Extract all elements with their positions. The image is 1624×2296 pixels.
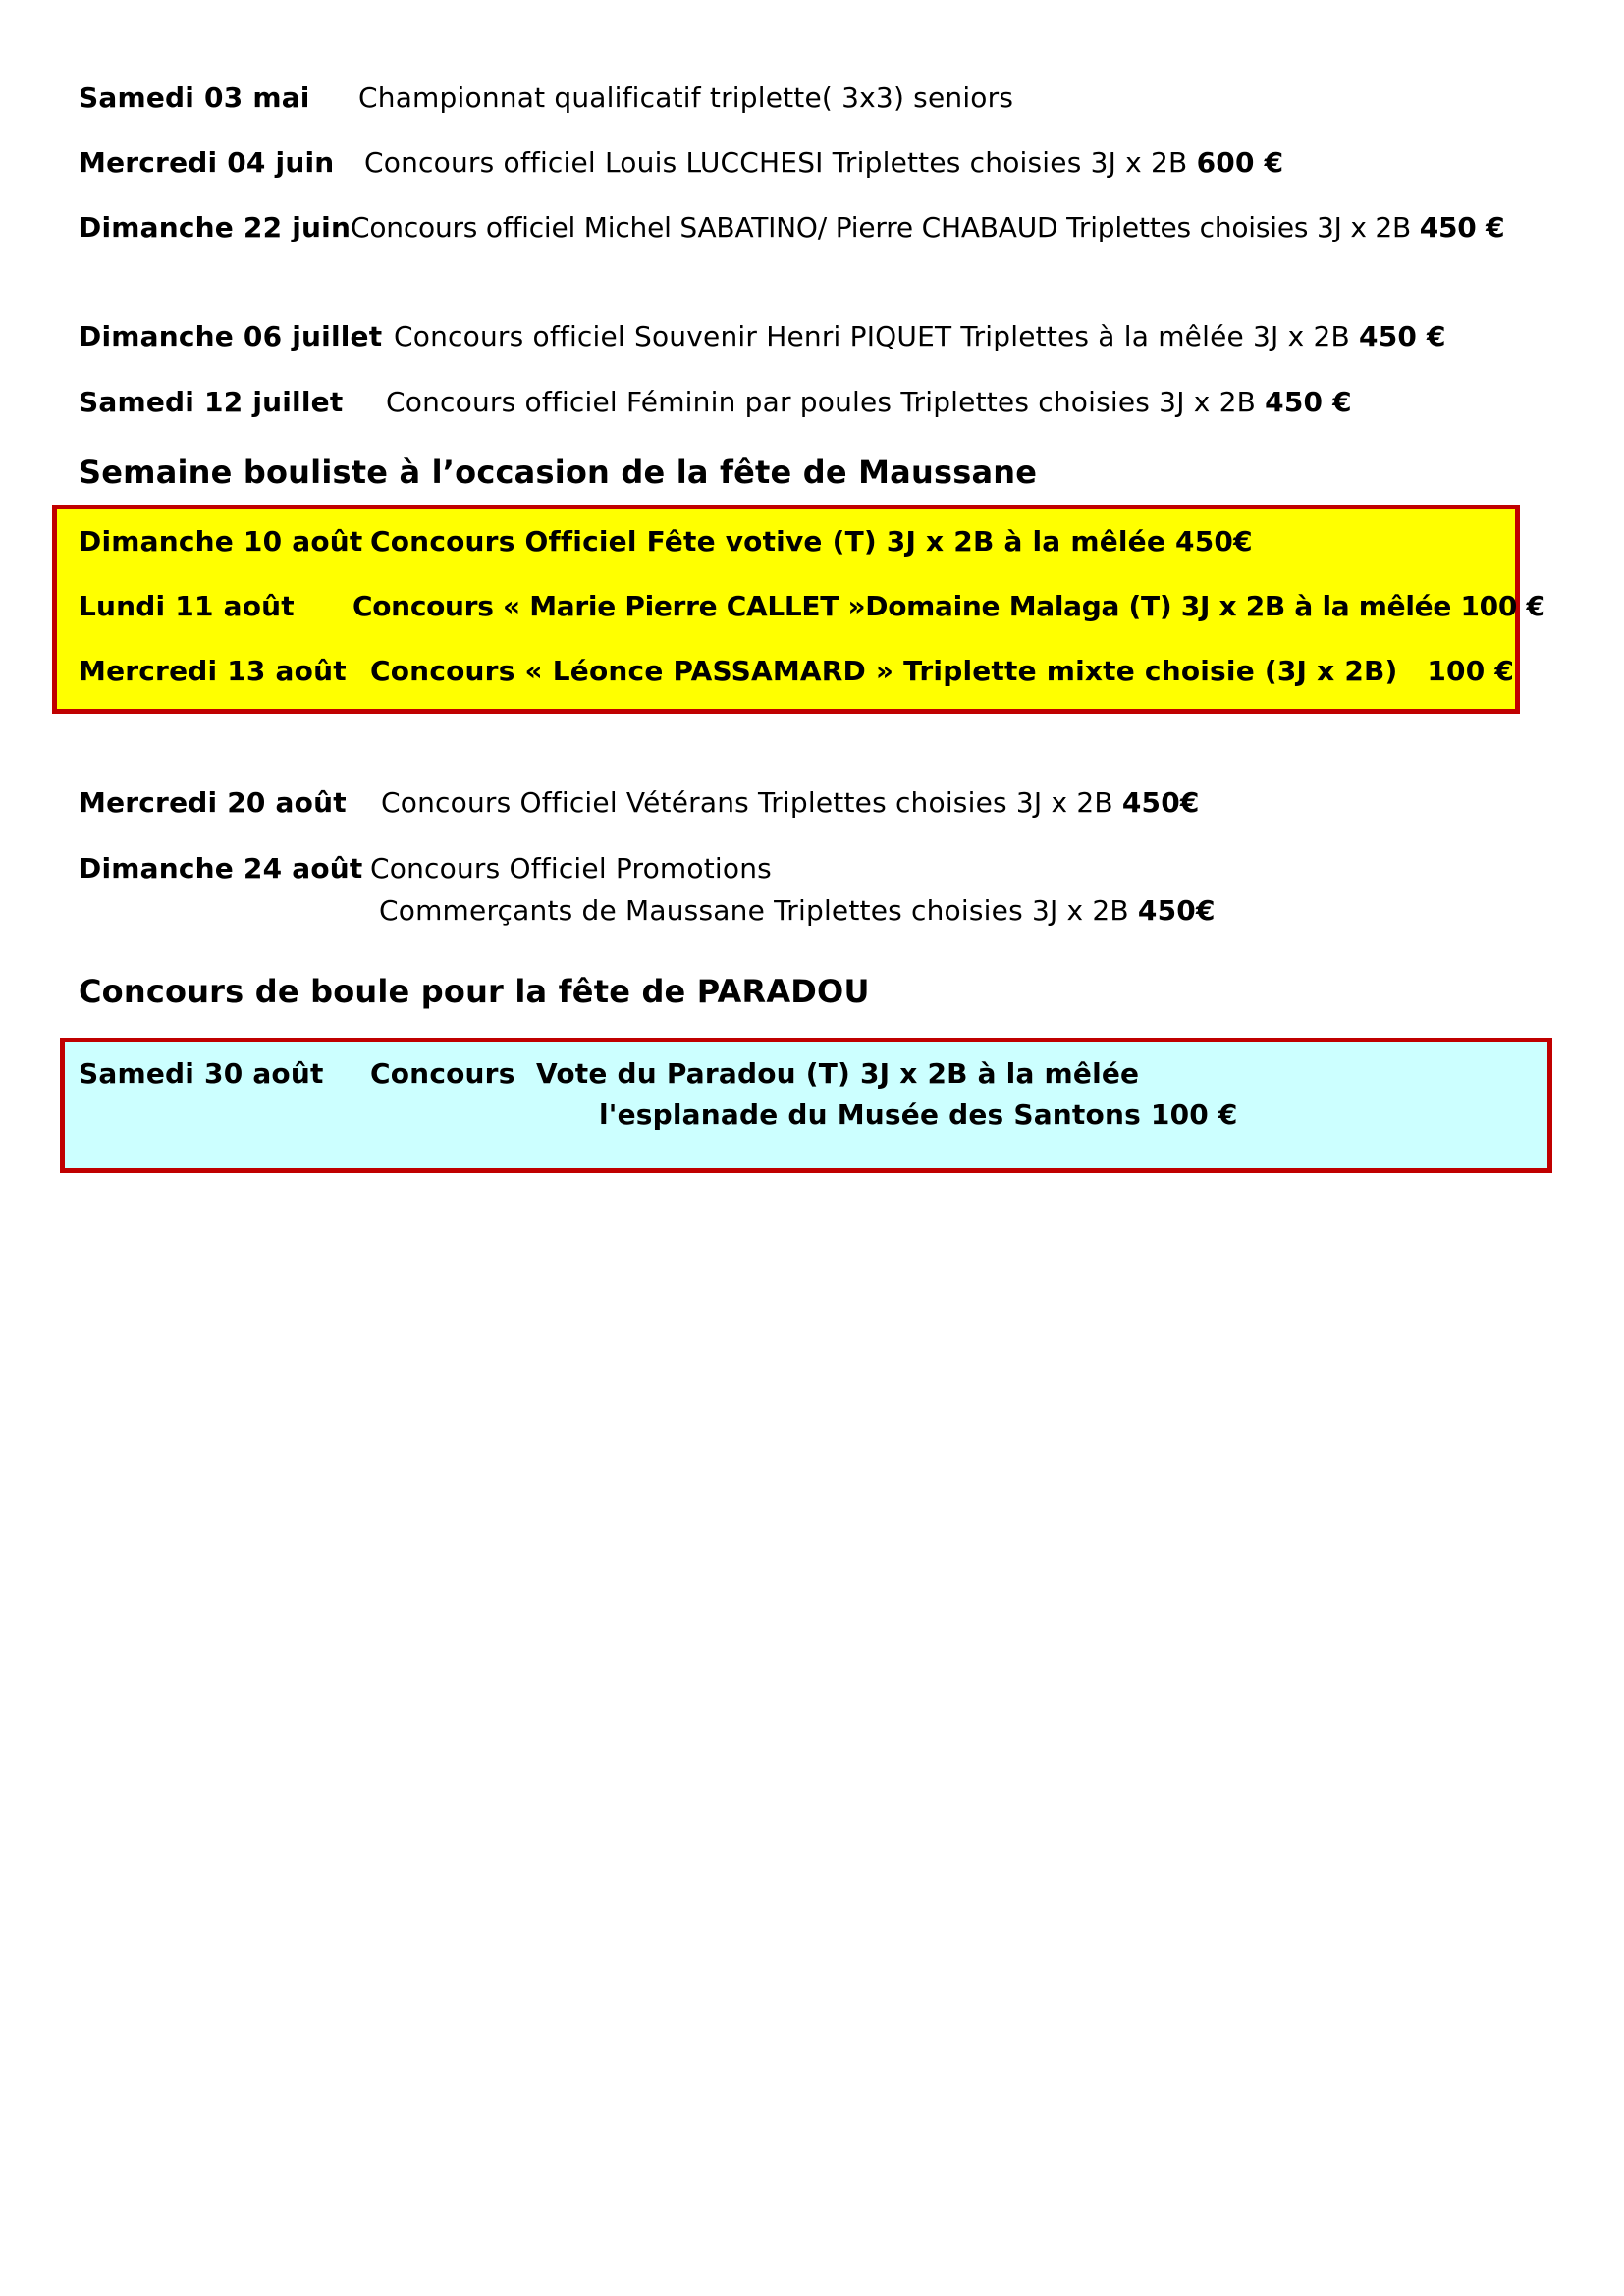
event-description: Concours « Marie Pierre CALLET »Domaine Malaga (T) 3J x 2B à la mêlée 100 € bbox=[352, 590, 1545, 622]
section-heading-paradou: Concours de boule pour la fête de PARADOU bbox=[79, 973, 870, 1010]
event-date: Samedi 30 août bbox=[79, 1057, 324, 1090]
event-prize: 450 € bbox=[1419, 211, 1505, 243]
event-description: Concours officiel Louis LUCCHESI Triplettes choisies 3J x 2B bbox=[364, 146, 1197, 179]
event-date: Dimanche 22 juin bbox=[79, 211, 352, 243]
event-description-wrapper bbox=[386, 385, 1352, 420]
event-date: Samedi 03 mai bbox=[79, 81, 310, 114]
event-description-wrapper bbox=[394, 319, 1446, 354]
event-description: Concours officiel Michel SABATINO/ Pierre CHABAUD Triplettes choisies 3J x 2B bbox=[351, 211, 1420, 243]
event-description: Concours Officiel Fête votive (T) 3J x 2B à la mêlée 450€ bbox=[370, 525, 1253, 558]
event-date: Lundi 11 août bbox=[79, 590, 295, 622]
event-prize: 600 € bbox=[1196, 146, 1284, 179]
event-date: Samedi 12 juillet bbox=[79, 386, 344, 418]
event-description: Concours officiel Souvenir Henri PIQUET Triplettes à la mêlée 3J x 2B bbox=[394, 320, 1360, 352]
event-description-wrapper bbox=[381, 785, 1200, 821]
event-description-line1: Vote du Paradou (T) 3J x 2B à la mêlée bbox=[536, 1057, 1140, 1090]
event-date: Mercredi 13 août bbox=[79, 655, 347, 687]
event-prize: 450€ bbox=[1137, 894, 1216, 927]
event-description: Concours officiel Féminin par poules Triplettes choisies 3J x 2B bbox=[386, 386, 1266, 418]
event-description-wrapper bbox=[364, 145, 1283, 181]
event-description: Concours « Léonce PASSAMARD » Triplette mixte choisie (3J x 2B) 100 € bbox=[370, 655, 1515, 687]
event-description: Concours Officiel Vétérans Triplettes choisies 3J x 2B bbox=[381, 786, 1122, 819]
event-date: Dimanche 06 juillet bbox=[79, 320, 383, 352]
event-prize: 450€ bbox=[1121, 786, 1200, 819]
event-description: Championnat qualificatif triplette( 3x3) seniors bbox=[358, 81, 1014, 114]
event-description-wrapper bbox=[379, 893, 1216, 929]
event-description-line1: Concours Officiel Promotions bbox=[370, 852, 772, 884]
event-description-line2: Commerçants de Maussane Triplettes choisies 3J x 2B bbox=[379, 894, 1138, 927]
event-prize: 450 € bbox=[1265, 386, 1352, 418]
event-description-line2: l'esplanade du Musée des Santons 100 € bbox=[599, 1098, 1238, 1131]
event-date: Dimanche 10 août bbox=[79, 525, 363, 558]
event-prize: 450 € bbox=[1359, 320, 1446, 352]
event-date: Dimanche 24 août bbox=[79, 852, 363, 884]
event-description-wrapper bbox=[351, 210, 1504, 245]
event-label: Concours bbox=[370, 1057, 515, 1090]
section-heading-maussane: Semaine bouliste à l’occasion de la fête de Maussane bbox=[79, 454, 1038, 491]
event-date: Mercredi 20 août bbox=[79, 786, 347, 819]
event-date: Mercredi 04 juin bbox=[79, 146, 335, 179]
